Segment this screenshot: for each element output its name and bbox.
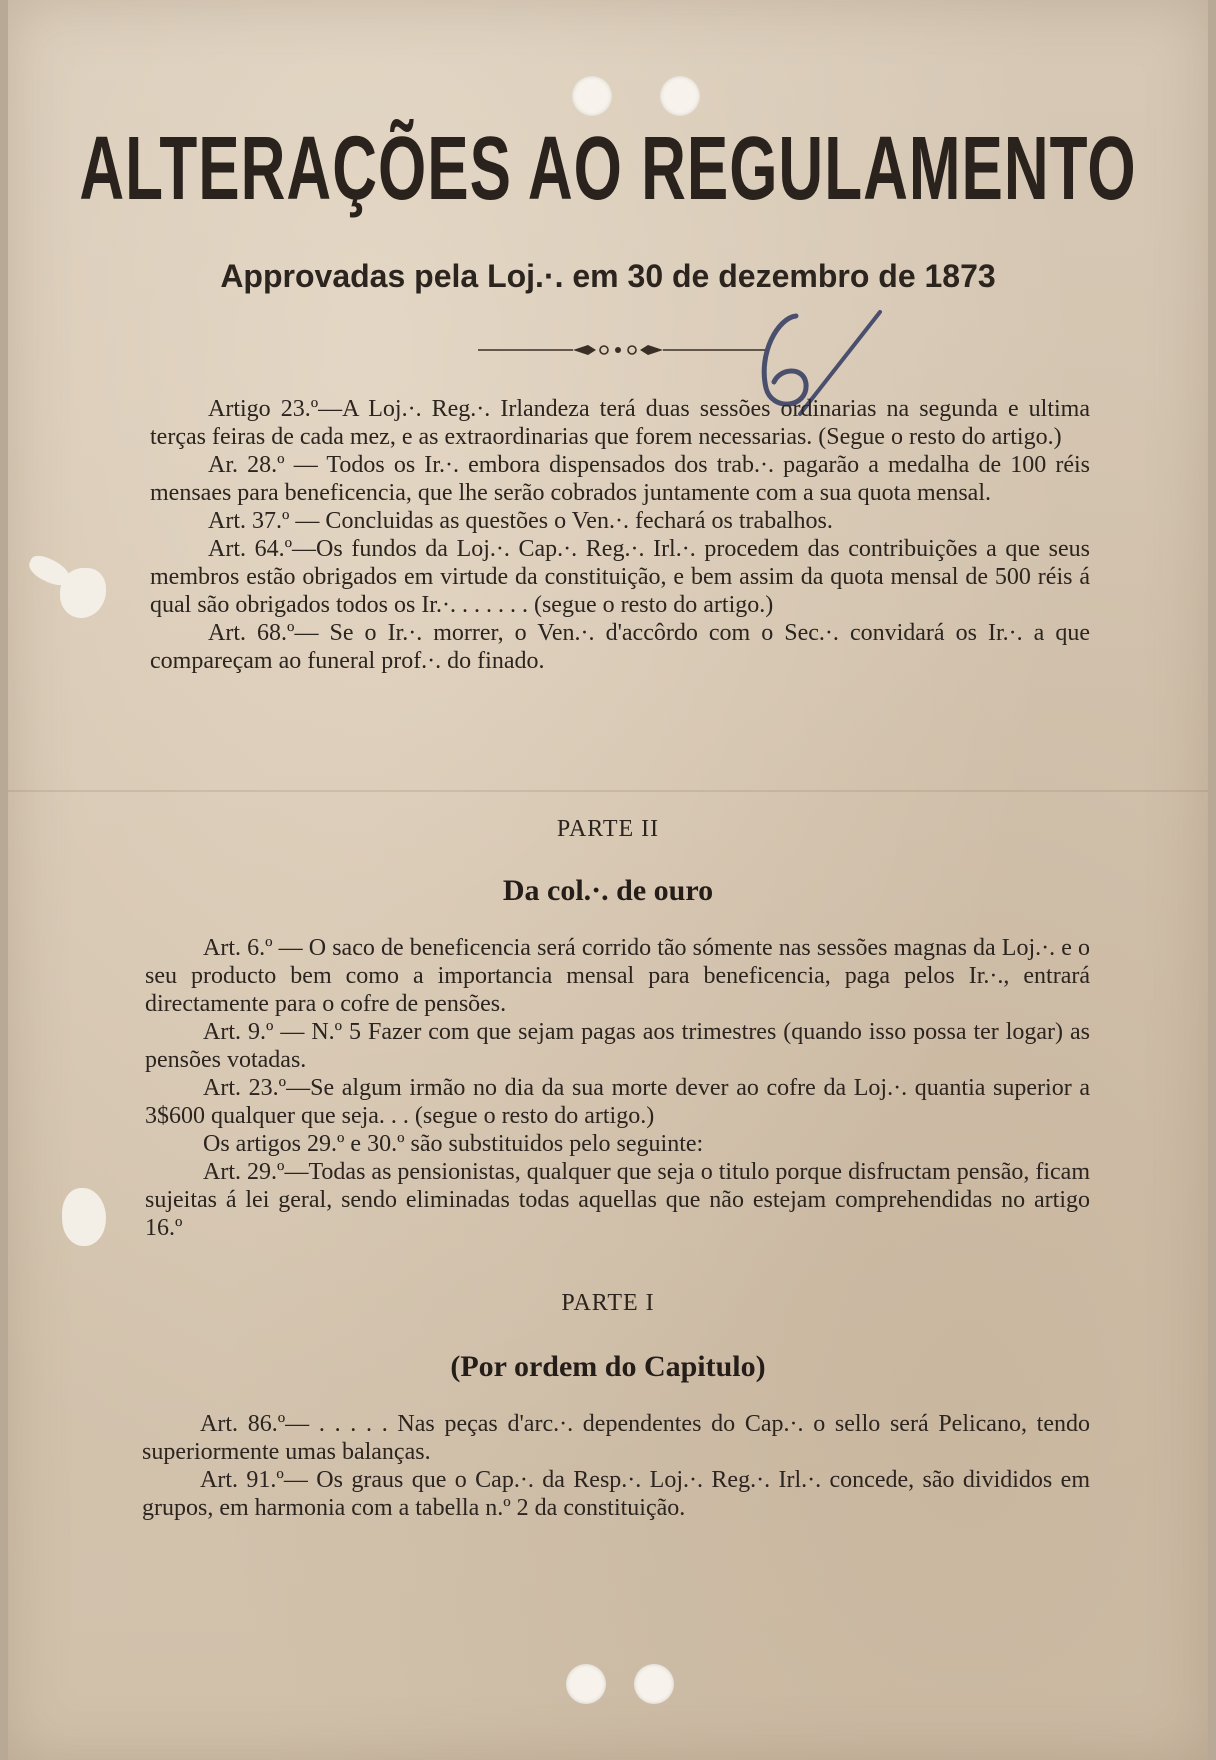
article-paragraph: Art. 23.º—Se algum irmão no dia da sua morte dever ao cofre da Loj.·. quantia superior a 3$600 qualquer que seja. . . (segue o resto do artigo.) <box>145 1075 1090 1129</box>
document-page <box>8 0 1208 1760</box>
article-paragraph: Os artigos 29.º e 30.º são substituidos pelo seguinte: <box>203 1131 704 1157</box>
intro-articles <box>150 395 1090 675</box>
article-paragraph: Art. 6.º — O saco de beneficencia será corrido tão sómente nas sessões magnas da Loj.·. e o seu producto bem como a importancia mensal para beneficencia, paga pelos Ir.·., entrará directamente para o cofre de pensões. <box>145 935 1090 1017</box>
article-paragraph: Art. 9.º — N.º 5 Fazer com que sejam pagas aos trimestres (quando isso possa ter logar) as pensões votadas. <box>145 1019 1090 1073</box>
article-paragraph: Ar. 28.º — Todos os Ir.·. embora dispensados dos trab.·. pagarão a medalha de 100 réis mensaes para beneficencia, que lhe serão cobrados juntamente com a sua quota mensal. <box>150 452 1090 506</box>
article-paragraph: Artigo 23.º—A Loj.·. Reg.·. Irlandeza terá duas sessões ordinarias na segunda e ultima terças feiras de cada mez, e as extraordinarias que forem necessarias. (Segue o resto do artigo.) <box>150 396 1090 450</box>
parte-ii-articles <box>145 934 1090 1242</box>
punch-hole-bottom-right <box>634 1664 674 1704</box>
article-paragraph: Art. 86.º— . . . . . Nas peças d'arc.·. dependentes do Cap.·. o sello será Pelicano, tendo superiormente umas balanças. <box>142 1411 1090 1465</box>
article-paragraph: Art. 37.º — Concluidas as questões o Ven.·. fechará os trabalhos. <box>208 508 833 534</box>
parte-ii-label: PARTE II <box>556 816 660 842</box>
article-paragraph: Art. 64.º—Os fundos da Loj.·. Cap.·. Reg.·. Irl.·. procedem das contribuições a que seus membros estão obrigados em virtude da constituição, e bem assim da quota mensal de 500 réis á qual são obrigados todos os Ir.·. . . . . . . (segue o resto do artigo.) <box>150 536 1090 618</box>
punch-hole-top-left <box>572 76 612 116</box>
parte-i-title: (Por ordem do Capitulo) <box>450 1350 766 1383</box>
parte-i-label: PARTE I <box>561 1290 655 1316</box>
document-subtitle: Approvadas pela Loj.·. em 30 de dezembro de 1873 <box>220 258 996 294</box>
article-paragraph: Art. 91.º— Os graus que o Cap.·. da Resp.·. Loj.·. Reg.·. Irl.·. concede, são divididos em grupos, em harmonia com a tabella n.º 2 da constituição. <box>142 1467 1090 1521</box>
parte-i-articles <box>142 1410 1090 1522</box>
punch-hole-bottom-left <box>566 1664 606 1704</box>
paper-fold-line <box>8 790 1208 792</box>
ornament-divider <box>478 340 768 360</box>
document-title: ALTERAÇÕES AO REGULAMENTO <box>79 119 1137 220</box>
punch-hole-top-right <box>660 76 700 116</box>
article-paragraph: Art. 68.º— Se o Ir.·. morrer, o Ven.·. d'accôrdo com o Sec.·. convidará os Ir.·. a que compareçam ao funeral prof.·. do finado. <box>150 620 1090 674</box>
paper-tear-lower <box>62 1188 106 1246</box>
article-paragraph: Art. 29.º—Todas as pensionistas, qualquer que seja o titulo porque disfructam pensão, ficam sujeitas á lei geral, sendo eliminadas todas aquellas que não estejam comprehendidas no artigo 16.º <box>145 1159 1090 1241</box>
parte-ii-title: Da col.·. de ouro <box>502 874 714 907</box>
